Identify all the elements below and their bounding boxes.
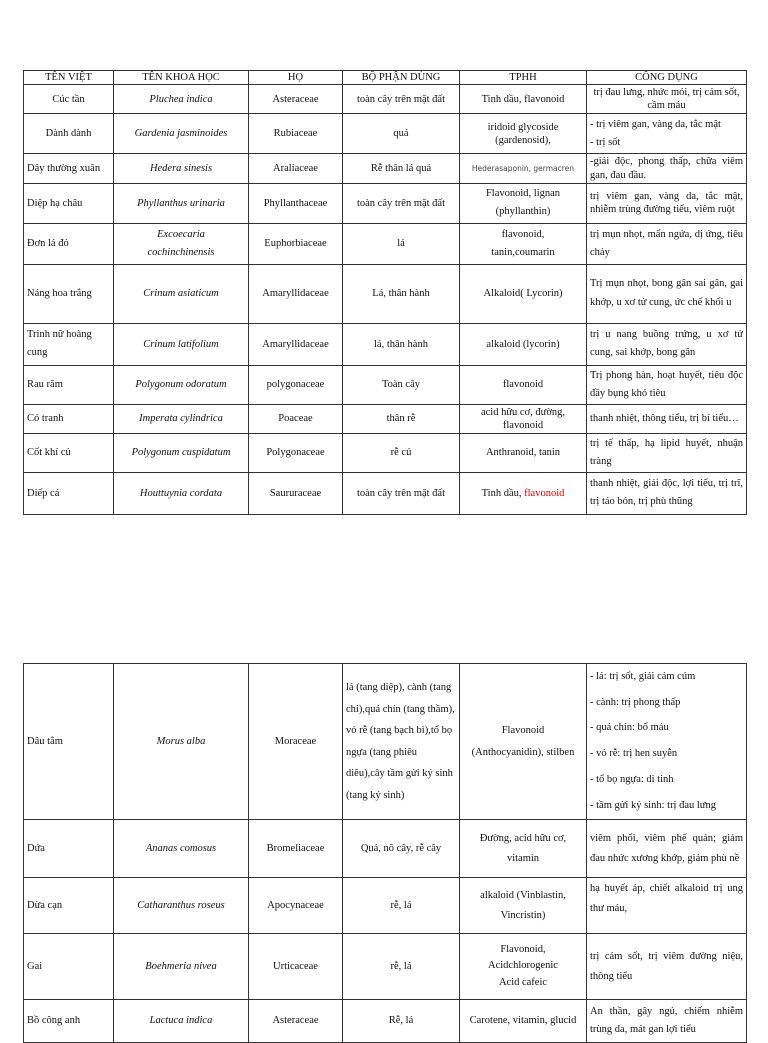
cell-scientific-name: Crinum asiaticum [114, 264, 249, 323]
use-line: - lá: trị sốt, giải cảm cúm [590, 671, 696, 682]
use-line: - quả chín: bổ máu [590, 722, 669, 734]
header-row [24, 71, 747, 85]
table-row [24, 404, 747, 433]
table-row [24, 472, 747, 514]
cell-uses: trị đau lưng, nhức mỏi, trị cảm sốt, cầm máu [587, 85, 747, 114]
cell-scientific-name: Boehmeria nivea [114, 934, 249, 1000]
composition-line: tanin,coumarin [491, 246, 555, 258]
composition-line: flavonoid, [501, 228, 545, 240]
cell-part-used: quả [343, 114, 460, 154]
use-line: - trị sốt [590, 136, 621, 148]
cell-part-used: lá, thân hành [343, 323, 460, 365]
cell-part-used: thân rễ [343, 404, 460, 433]
part-text: lá (tang diệp), cành (tang chi),quả chín (tang thầm), vỏ rễ (tang bạch bì),tổ bọ ngựa (tang phiêu diêu),cây tầm gửi ký sinh (tang ký sinh) [346, 682, 455, 801]
table-row [24, 85, 747, 114]
composition-line: Vincristin) [500, 909, 546, 921]
cell-family: Amaryllidaceae [249, 264, 343, 323]
cell-composition [460, 934, 587, 1000]
cell-scientific-name: Imperata cylindrica [114, 404, 249, 433]
cell-part-used: Quả, nõ cây, rễ cây [343, 820, 460, 878]
cell-uses: trị viêm gan, vàng da, tắc mật, nhiễm trùng đường tiểu, viêm ruột [587, 183, 747, 223]
table-row [24, 934, 747, 1000]
header-bo-phan-dung: BỘ PHẬN DÙNG [343, 71, 460, 85]
table-row [24, 433, 747, 472]
cell-composition: Alkaloid( Lycorin) [460, 264, 587, 323]
cell-name: Đơn lá đỏ [24, 223, 114, 264]
cell-family: Rubiaceae [249, 114, 343, 154]
cell-name: Cúc tần [24, 85, 114, 114]
composition-text: Tinh dầu, [481, 487, 525, 499]
cell-uses: Trị phong hàn, hoạt huyết, tiêu độc đầy bụng khó tiêu [587, 365, 747, 404]
cell-composition: alkaloid (lycorin) [460, 323, 587, 365]
cell-name: Dây thường xuân [24, 154, 114, 183]
cell-name: Dứa [24, 820, 114, 878]
cell-uses: trị u nang buồng trứng, u xơ tử cung, sai khớp, bong gân [587, 323, 747, 365]
cell-scientific-name: Hedera sinesis [114, 154, 249, 183]
header-ho: HỌ [249, 71, 343, 85]
cell-part-used: rễ củ [343, 433, 460, 472]
cell-composition [460, 820, 587, 878]
composition-text: Hederasaponin, germacren [471, 163, 575, 173]
cell-scientific-name: Polygonum cuspidatum [114, 433, 249, 472]
table-row [24, 183, 747, 223]
cell-composition: Carotene, vitamin, glucid [460, 1000, 587, 1043]
cell-name: Diệp hạ châu [24, 183, 114, 223]
cell-scientific-name [114, 223, 249, 264]
cell-part-used: rễ, lá [343, 934, 460, 1000]
cell-composition [460, 183, 587, 223]
cell-uses: Trị mụn nhọt, bong gân sai gân, gai khớp, u xơ tử cung, ức chế khối u [587, 264, 747, 323]
cell-name: Cỏ tranh [24, 404, 114, 433]
cell-scientific-name: Crinum latifolium [114, 323, 249, 365]
cell-composition: Anthranoid, tanin [460, 433, 587, 472]
cell-part-used: lá [343, 223, 460, 264]
cell-scientific-name: Ananas comosus [114, 820, 249, 878]
cell-scientific-name: Polygonum odoratum [114, 365, 249, 404]
cell-composition: flavonoid [460, 365, 587, 404]
cell-composition: Tinh dầu, flavonoid [460, 85, 587, 114]
use-line: - trị viêm gan, vàng da, tắc mật [590, 119, 721, 131]
use-line: - vỏ rễ: trị hen suyễn [590, 748, 678, 760]
sci-line: Excoecaria [157, 228, 205, 240]
cell-family: Asteraceae [249, 1000, 343, 1043]
table-row [24, 365, 747, 404]
cell-uses [587, 664, 747, 820]
cell-uses: An thần, gây ngủ, chiếm nhiễm trùng da, mát gan lợi tiểu [587, 1000, 747, 1043]
composition-line: (Anthocyanidin), stilben [471, 746, 575, 758]
cell-part-used: Rễ thân lá quả [343, 154, 460, 183]
cell-scientific-name: Lactuca indica [114, 1000, 249, 1043]
cell-name: Gai [24, 934, 114, 1000]
use-line: - tổ bọ ngựa: di tinh [590, 773, 674, 785]
cell-family: Asteraceae [249, 85, 343, 114]
cell-family: Apocynaceae [249, 878, 343, 934]
cell-family: Moraceae [249, 664, 343, 820]
cell-name: Dành dành [24, 114, 114, 154]
cell-part-used [343, 664, 460, 820]
composition-line: vitamin [506, 852, 540, 864]
cell-part-used: Toàn cây [343, 365, 460, 404]
composition-line: Flavonoid, lignan [485, 188, 561, 200]
use-line: - cành: trị phong thấp [590, 696, 681, 708]
cell-part-used: toàn cây trên mặt đất [343, 183, 460, 223]
header-ten-viet: TÊN VIỆT [24, 71, 114, 85]
cell-scientific-name: Phyllanthus urinaria [114, 183, 249, 223]
cell-name: Náng hoa trắng [24, 264, 114, 323]
composition-line: Flavonoid [501, 724, 545, 736]
cell-uses: thanh nhiệt, giải độc, lợi tiểu, trị trĩ, trị táo bón, trị phù thũng [587, 472, 747, 514]
composition-line: (phyllanthin) [495, 206, 551, 218]
herb-table-2 [23, 663, 747, 1043]
composition-highlight: flavonoid [524, 487, 565, 499]
cell-composition [460, 664, 587, 820]
cell-name: Trinh nữ hoàng cung [24, 323, 114, 365]
herb-table-1 [23, 70, 747, 515]
table-row [24, 114, 747, 154]
cell-scientific-name: Houttuynia cordata [114, 472, 249, 514]
composition-line: Acid cafeic [498, 977, 548, 989]
cell-scientific-name: Catharanthus roseus [114, 878, 249, 934]
cell-composition: acid hữu cơ, đường, flavonoid [460, 404, 587, 433]
cell-name: Dâu tằm [24, 664, 114, 820]
cell-family: Araliaceae [249, 154, 343, 183]
cell-scientific-name: Morus alba [114, 664, 249, 820]
cell-name: Dừa cạn [24, 878, 114, 934]
cell-uses: thanh nhiệt, thông tiểu, trị bí tiểu… [587, 404, 747, 433]
cell-composition [460, 223, 587, 264]
cell-name: Bồ công anh [24, 1000, 114, 1043]
cell-part-used: toàn cây trên mặt đất [343, 472, 460, 514]
composition-line: alkaloid (Vinblastin, [480, 889, 566, 901]
cell-composition [460, 472, 587, 514]
table-row [24, 264, 747, 323]
cell-composition [460, 154, 587, 183]
cell-family: Polygonaceae [249, 433, 343, 472]
cell-family: Urticaceae [249, 934, 343, 1000]
header-tphh: TPHH [460, 71, 587, 85]
cell-family: Saururaceae [249, 472, 343, 514]
cell-name: Cốt khí củ [24, 433, 114, 472]
cell-uses: trị tế thấp, hạ lipid huyết, nhuận tràng [587, 433, 747, 472]
cell-family: Euphorbiaceae [249, 223, 343, 264]
table-row [24, 223, 747, 264]
table-row [24, 820, 747, 878]
use-line: - tầm gửi ký sinh: trị đau lưng [590, 799, 716, 811]
cell-family: Phyllanthaceae [249, 183, 343, 223]
cell-family: Amaryllidaceae [249, 323, 343, 365]
cell-uses: -giải độc, phong thấp, chữa viêm gan, đau đầu. [587, 154, 747, 183]
cell-uses: viêm phổi, viêm phế quản; giảm đau nhức xương khớp, giảm phù nề [587, 820, 747, 878]
cell-part-used: toàn cây trên mặt đất [343, 85, 460, 114]
cell-uses [587, 114, 747, 154]
cell-part-used: rễ, lá [343, 878, 460, 934]
cell-part-used: Lá, thân hành [343, 264, 460, 323]
table-row [24, 664, 747, 820]
cell-name: Diếp cá [24, 472, 114, 514]
composition-line: Đường, acid hữu cơ, [479, 832, 567, 844]
cell-composition [460, 878, 587, 934]
cell-scientific-name: Pluchea indica [114, 85, 249, 114]
cell-composition: iridoid glycoside (gardenosid), [460, 114, 587, 154]
cell-family: polygonaceae [249, 365, 343, 404]
composition-line: Flavonoid, [500, 943, 546, 955]
cell-uses: trị cảm sốt, trị viêm đường niệu, thông tiểu [587, 934, 747, 1000]
table-row [24, 323, 747, 365]
table-row [24, 154, 747, 183]
cell-part-used: Rễ, lá [343, 1000, 460, 1043]
cell-uses: hạ huyết áp, chiết alkaloid trị ung thư máu, [587, 878, 747, 934]
cell-family: Poaceae [249, 404, 343, 433]
cell-name: Rau răm [24, 365, 114, 404]
cell-scientific-name: Gardenia jasminoides [114, 114, 249, 154]
cell-uses: trị mụn nhọt, mẩn ngứa, dị ứng, tiêu chảy [587, 223, 747, 264]
composition-line: Acidchlorogenic [488, 960, 558, 972]
header-cong-dung: CÔNG DỤNG [587, 71, 747, 85]
cell-family: Bromeliaceae [249, 820, 343, 878]
header-ten-khoa-hoc: TÊN KHOA HỌC [114, 71, 249, 85]
table-row [24, 878, 747, 934]
table-row [24, 1000, 747, 1043]
sci-line: cochinchinensis [147, 246, 215, 258]
